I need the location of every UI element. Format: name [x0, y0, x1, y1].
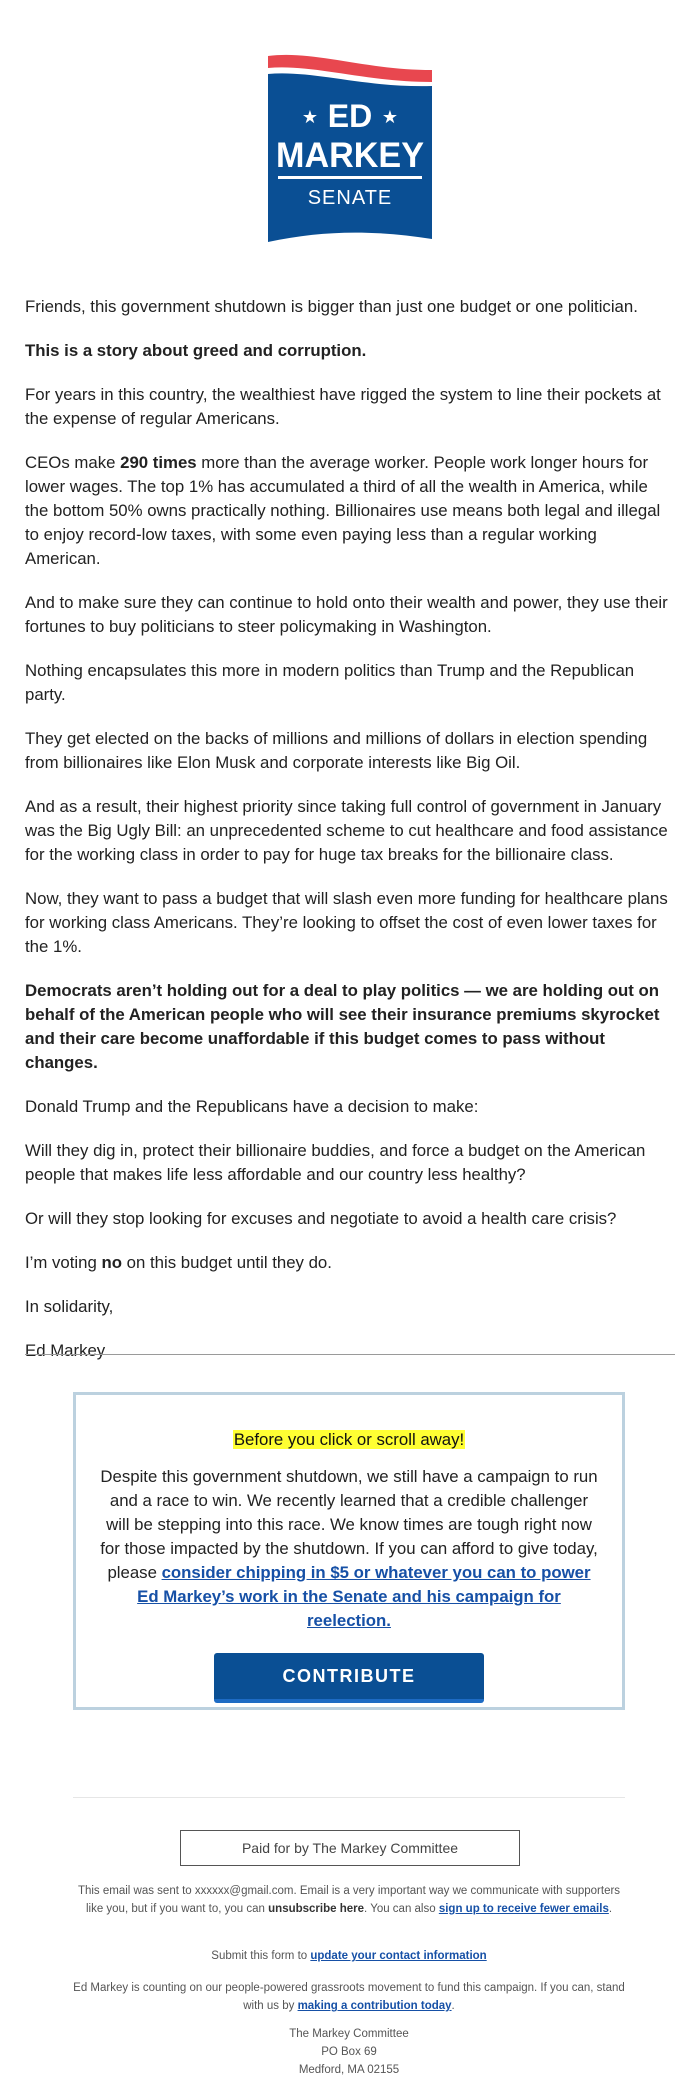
footer-divider	[73, 1797, 625, 1798]
unsubscribe-link[interactable]: unsubscribe here	[268, 1903, 365, 1915]
letter-text: CEOs make	[25, 453, 121, 472]
letter-signature: Ed Markey	[25, 1341, 106, 1360]
grassroots-notice	[73, 1979, 625, 2015]
address-line: Medford, MA 02155	[298, 2064, 400, 2076]
letter-paragraph: Nothing encapsulates this more in modern politics than Trump and the Republican party.	[25, 661, 635, 704]
logo-line-senate: SENATE	[307, 187, 393, 209]
email-notice	[73, 1882, 625, 1918]
donation-appeal-box	[73, 1392, 625, 1710]
letter-paragraph	[25, 1251, 675, 1275]
update-contact-link[interactable]: update your contact information	[310, 1950, 487, 1962]
logo-line-ed: ED	[327, 98, 373, 134]
appeal-text: Despite this government shutdown, we still have a campaign to run and a race to win. We recently learned that a credible challenger will be stepping into this race. We know times are tough right now for those impacted by the shutdown. If you can afford to give today, please	[100, 1467, 598, 1582]
mailing-address	[73, 2025, 625, 2079]
letter-closing: In solidarity,	[25, 1297, 114, 1316]
footer-text: .	[451, 2000, 455, 2012]
letter-text: more than the average worker. People work longer hours for lower wages. The top 1% has accumulated a third of all the wealth in America, while the bottom 50% owns practically nothing. Billionaires use means both legal and illegal to enjoy record-low taxes, with some even paying less than a regular working American.	[25, 453, 661, 568]
appeal-body	[98, 1465, 600, 1633]
letter-paragraph: And as a result, their highest priority since taking full control of government in January was the Big Ugly Bill: an unprecedented scheme to cut healthcare and food assistance for the working class in order to pay for huge tax breaks for the billionaire class.	[25, 797, 668, 864]
letter-paragraph: Or will they stop looking for excuses and negotiate to avoid a health care crisis?	[25, 1209, 617, 1228]
address-line: The Markey Committee	[289, 2028, 409, 2040]
footer-text: Submit this form to	[211, 1950, 311, 1962]
letter-paragraph-bold: This is a story about greed and corruption.	[25, 341, 367, 360]
star-icon-right: ★	[381, 107, 399, 128]
letter-paragraph: Now, they want to pass a budget that will slash even more funding for healthcare plans for working class Americans. They’re looking to offset the cost of even lower taxes for the 1%.	[25, 889, 668, 956]
letter-paragraph	[25, 451, 675, 571]
logo-line-markey: MARKEY	[276, 136, 424, 175]
paid-for-disclaimer: Paid for by The Markey Committee	[180, 1830, 520, 1866]
address-line: PO Box 69	[321, 2046, 377, 2058]
letter-emphasis: 290 times	[120, 453, 197, 472]
section-divider	[25, 1354, 675, 1355]
letter-paragraph: And to make sure they can continue to hold onto their wealth and power, they use their fortunes to buy politicians to steer policymaking in Washington.	[25, 593, 668, 636]
ed-markey-logo	[264, 52, 436, 242]
fewer-emails-link[interactable]: sign up to receive fewer emails	[438, 1903, 609, 1915]
letter-paragraph-bold: Democrats aren’t holding out for a deal to play politics — we are holding out on behalf of the American people who will see their insurance premiums skyrocket and their care become unaffordable if this budget comes to pass without changes.	[25, 981, 660, 1072]
make-contribution-link[interactable]: making a contribution today	[297, 2000, 452, 2012]
logo-header	[0, 52, 700, 242]
star-icon-left: ★	[301, 107, 319, 128]
footer-text: Ed Markey is counting on our people-powered grassroots movement to fund this campaign. If you can, stand with us by	[73, 1982, 625, 2012]
appeal-heading-highlight: Before you click or scroll away!	[233, 1430, 465, 1449]
footer-text: . You can also	[364, 1903, 439, 1915]
letter-paragraph: They get elected on the backs of millions and millions of dollars in election spending from billionaires like Elon Musk and corporate interests like Big Oil.	[25, 729, 648, 772]
footer-text: This email was sent to xxxxxx@gmail.com. Email is a very important way we communicate with supporters like you, but if you want to, you can	[77, 1885, 621, 1915]
logo-divider	[278, 176, 422, 179]
letter-paragraph: Will they dig in, protect their billionaire buddies, and force a budget on the American people that makes life less affordable and our country less healthy?	[25, 1141, 646, 1184]
footer-text: .	[608, 1903, 613, 1915]
letter-paragraph: Friends, this government shutdown is bigger than just one budget or one politician.	[25, 297, 638, 316]
letter-paragraph: For years in this country, the wealthiest have rigged the system to line their pockets at the expense of regular Americans.	[25, 385, 661, 428]
letter-emphasis: no	[101, 1253, 122, 1272]
appeal-heading	[76, 1428, 622, 1452]
letter-paragraph: Donald Trump and the Republicans have a decision to make:	[25, 1097, 479, 1116]
update-contact-notice	[73, 1947, 625, 1965]
letter-text: on this budget until they do.	[122, 1253, 332, 1272]
donate-link[interactable]: consider chipping in $5 or whatever you can to power Ed Markey’s work in the Senate and his campaign for reelection.	[137, 1563, 591, 1630]
letter-text: I’m voting	[25, 1253, 102, 1272]
contribute-button[interactable]: CONTRIBUTE	[214, 1653, 484, 1703]
letter-body	[25, 295, 675, 1383]
